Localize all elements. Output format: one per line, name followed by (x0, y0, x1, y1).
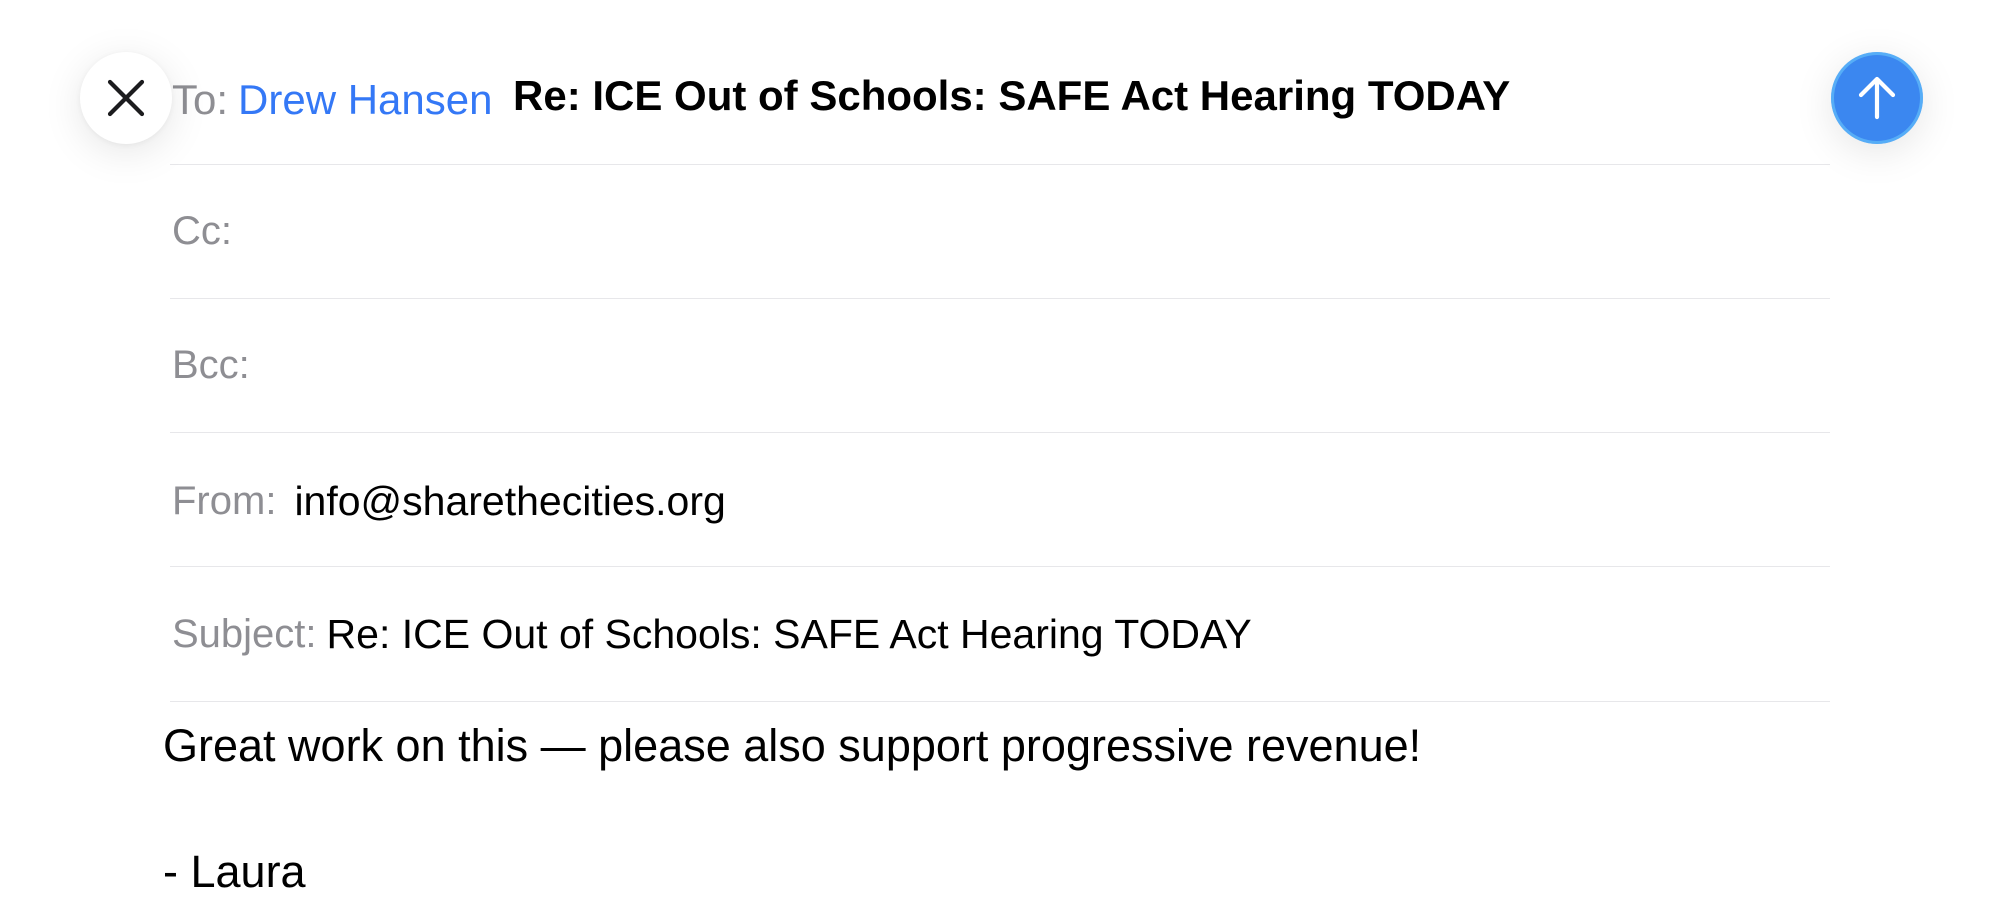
send-button[interactable] (1831, 52, 1923, 144)
divider (170, 566, 1830, 567)
divider (170, 432, 1830, 433)
recipient-token[interactable]: Drew Hansen (238, 76, 493, 123)
from-field[interactable] (172, 461, 1830, 541)
to-field[interactable] (172, 62, 492, 138)
cc-input[interactable] (246, 208, 1830, 255)
close-button[interactable] (80, 52, 172, 144)
bcc-input[interactable] (264, 342, 1830, 389)
compose-title: Re: ICE Out of Schools: SAFE Act Hearing TODAY (513, 72, 1511, 119)
subject-field[interactable] (172, 594, 1830, 674)
divider (170, 298, 1830, 299)
body-blank-line (163, 778, 1823, 840)
bcc-field[interactable] (172, 325, 1830, 405)
close-icon (104, 76, 148, 120)
divider (170, 701, 1830, 702)
subject-label: Subject: (172, 611, 317, 656)
subject-input[interactable]: Re: ICE Out of Schools: SAFE Act Hearing TODAY (326, 610, 1252, 657)
to-label: To: (172, 76, 229, 123)
bcc-label: Bcc: (172, 342, 250, 387)
message-body[interactable] (163, 714, 1823, 920)
body-text-line: Great work on this — please also support progressive revenue! (163, 720, 1422, 771)
body-signature: - Laura (163, 846, 306, 897)
arrow-up-icon (1852, 73, 1902, 123)
cc-field[interactable] (172, 191, 1830, 271)
from-label: From: (172, 478, 277, 523)
cc-label: Cc: (172, 208, 232, 253)
from-value[interactable]: info@sharethecities.org (294, 477, 726, 524)
divider (170, 164, 1830, 165)
